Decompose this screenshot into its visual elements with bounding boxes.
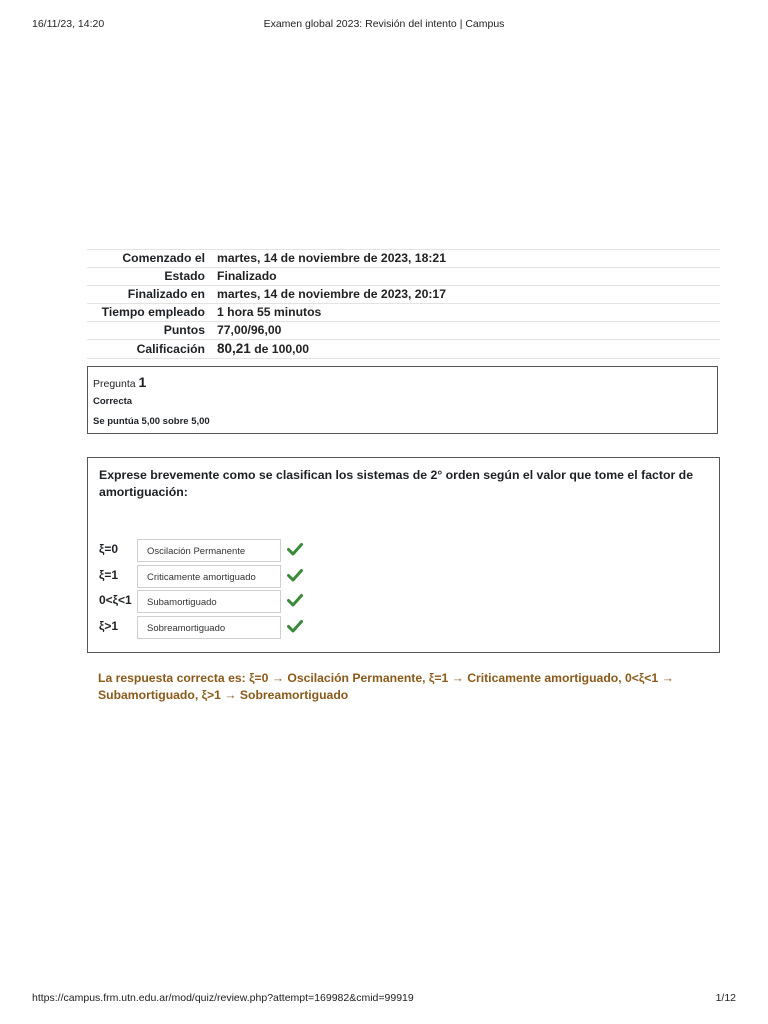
summary-value: Finalizado bbox=[211, 268, 720, 286]
print-footer bbox=[32, 992, 736, 1006]
check-icon bbox=[287, 618, 303, 634]
check-icon bbox=[287, 541, 303, 557]
match-answer-select[interactable]: Subamortiguado bbox=[137, 590, 281, 613]
print-page-number: 1/12 bbox=[715, 992, 736, 1004]
match-variable: ξ=1 bbox=[99, 568, 119, 582]
grade-value bbox=[211, 340, 720, 359]
match-variable: 0<ξ<1 bbox=[99, 593, 132, 607]
match-answer-select[interactable]: Oscilación Permanente bbox=[137, 539, 281, 562]
summary-row bbox=[87, 286, 720, 304]
summary-label: Comenzado el bbox=[87, 250, 211, 268]
summary-label: Tiempo empleado bbox=[87, 304, 211, 322]
summary-row bbox=[87, 322, 720, 340]
question-text: Exprese brevemente como se clasifican los sistemas de 2° orden según el valor que tome el factor de amortiguación: bbox=[99, 468, 694, 499]
summary-value: martes, 14 de noviembre de 2023, 20:17 bbox=[211, 286, 720, 304]
question-mark: Se puntúa 5,00 sobre 5,00 bbox=[93, 416, 210, 427]
summary-value: martes, 14 de noviembre de 2023, 18:21 bbox=[211, 250, 720, 268]
summary-value: 77,00/96,00 bbox=[211, 322, 720, 340]
grade-label: Calificación bbox=[87, 340, 211, 359]
summary-row bbox=[87, 304, 720, 322]
question-state: Correcta bbox=[93, 396, 133, 407]
question-info-box bbox=[87, 366, 718, 434]
right-answer-feedback: La respuesta correcta es: ξ=0 → Oscilación Permanente, ξ=1 → Criticamente amortiguado, 0<ξ<1 → Subamortiguado, ξ>1 → Sobreamortiguado bbox=[98, 671, 674, 702]
grade-score: 80,21 bbox=[217, 341, 251, 356]
summary-row-grade bbox=[87, 340, 720, 359]
match-variable: ξ>1 bbox=[99, 619, 119, 633]
grade-suffix: de 100,00 bbox=[254, 342, 310, 356]
question-number-value: 1 bbox=[138, 374, 147, 390]
attempt-summary-table bbox=[87, 249, 720, 359]
print-datetime: 16/11/23, 14:20 bbox=[32, 18, 105, 30]
summary-value: 1 hora 55 minutos bbox=[211, 304, 720, 322]
print-header bbox=[32, 18, 736, 32]
summary-row bbox=[87, 268, 720, 286]
summary-label: Estado bbox=[87, 268, 211, 286]
check-icon bbox=[287, 567, 303, 583]
match-answer-select[interactable]: Criticamente amortiguado bbox=[137, 565, 281, 588]
question-prefix: Pregunta bbox=[93, 378, 136, 390]
question-number bbox=[93, 374, 146, 390]
question-content-box bbox=[87, 457, 720, 653]
match-answer-select[interactable]: Sobreamortiguado bbox=[137, 616, 281, 639]
summary-label: Puntos bbox=[87, 322, 211, 340]
summary-row bbox=[87, 250, 720, 268]
summary-label: Finalizado en bbox=[87, 286, 211, 304]
check-icon bbox=[287, 592, 303, 608]
print-url: https://campus.frm.utn.edu.ar/mod/quiz/review.php?attempt=169982&cmid=99919 bbox=[32, 992, 414, 1004]
match-variable: ξ=0 bbox=[99, 542, 119, 556]
print-document-title: Examen global 2023: Revisión del intento | Campus bbox=[263, 18, 505, 30]
